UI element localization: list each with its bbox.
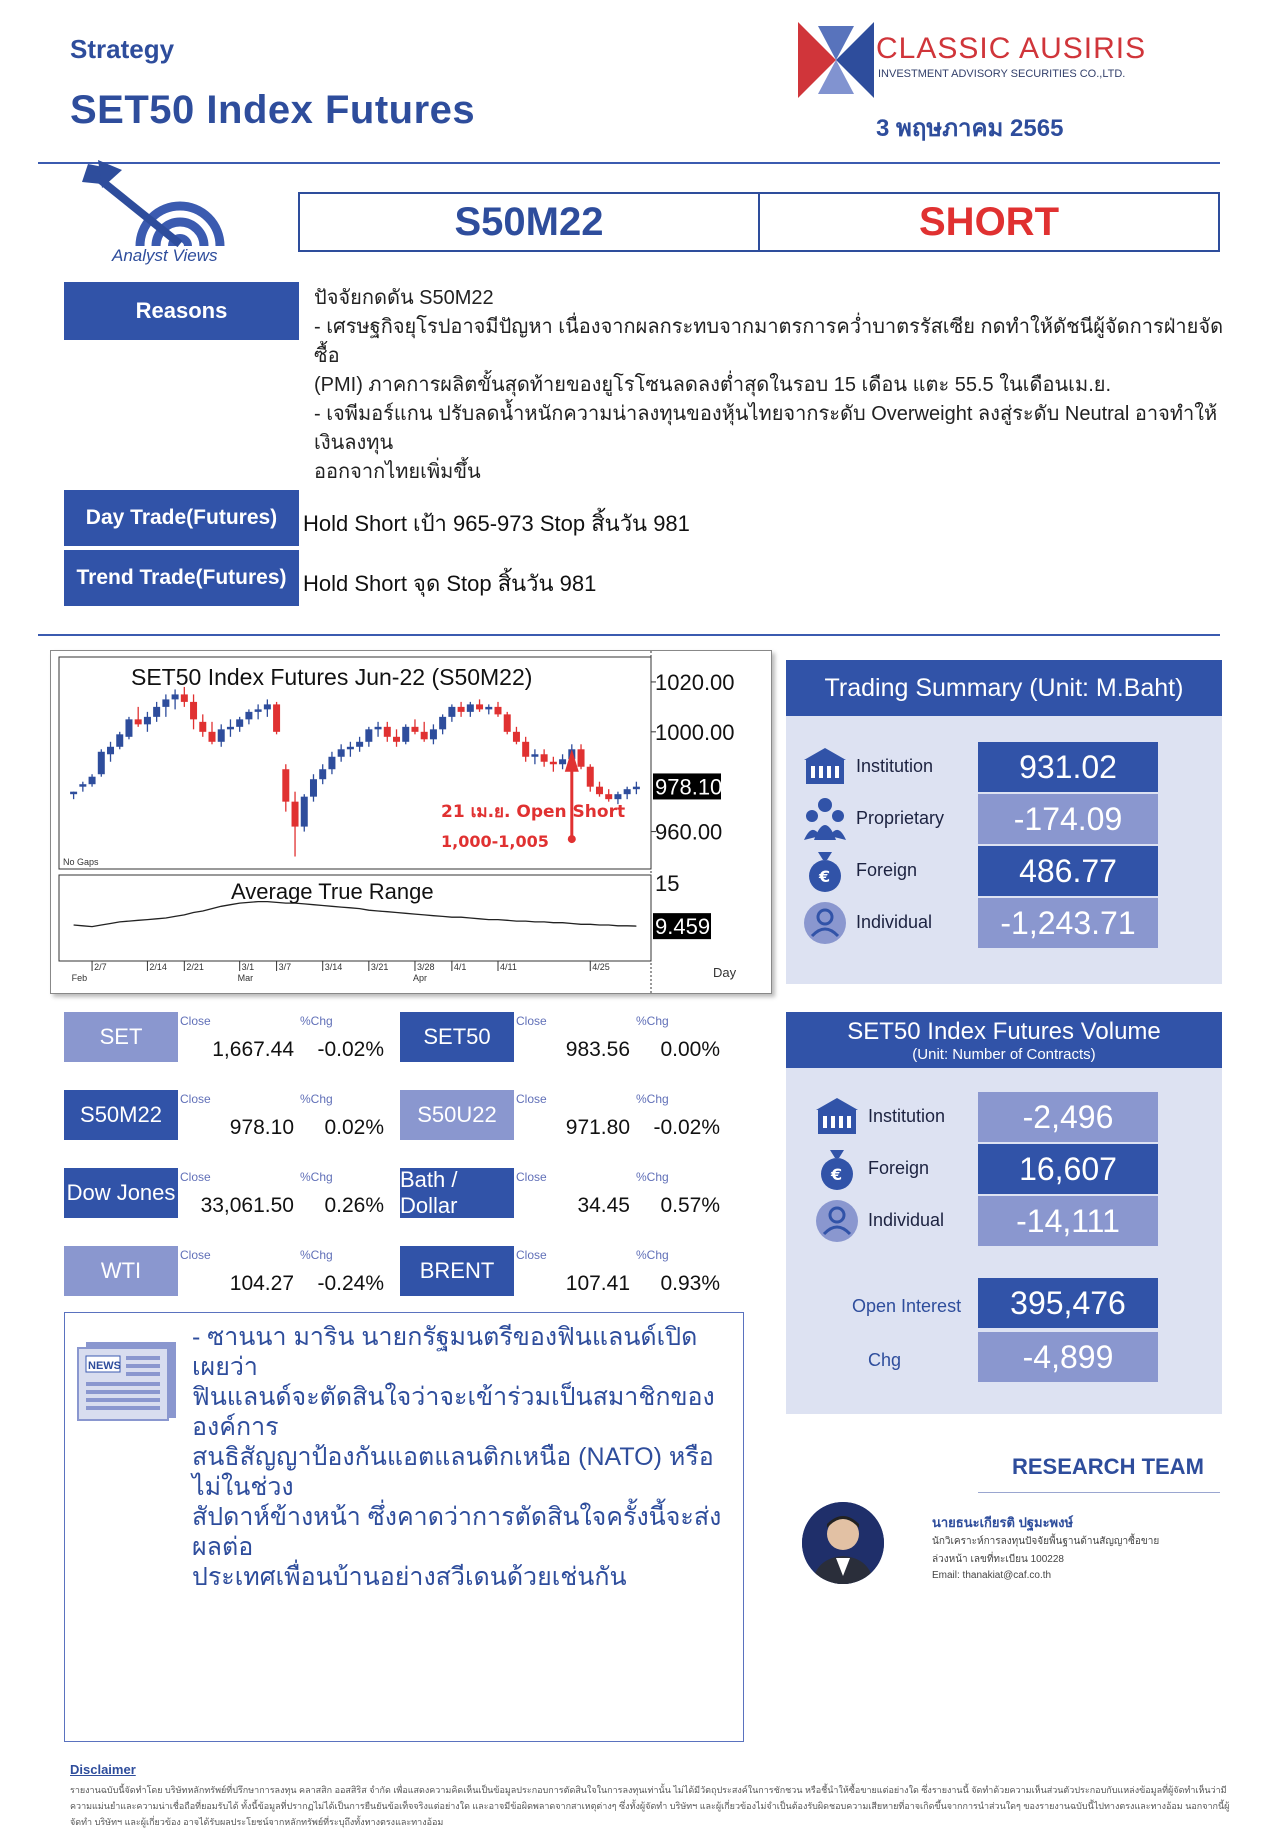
market-name: SET: [64, 1012, 178, 1062]
month-label: Apr: [412, 973, 427, 983]
candle-body: [245, 712, 252, 719]
candle-body: [172, 694, 179, 699]
annotation-open-short: 21 เม.ย. Open Short: [441, 802, 626, 822]
svg-text:€: €: [819, 867, 831, 886]
y-tick-label: 1020.00: [655, 669, 735, 695]
close-caption: Close: [516, 1092, 547, 1106]
candle-body: [199, 722, 206, 732]
candle-body: [596, 787, 603, 794]
analyst-name: นายธนะเกียรติ ปฐมะพงษ์: [932, 1515, 1074, 1530]
arrow-head-icon: [565, 749, 579, 771]
candle-body: [541, 754, 548, 761]
candle-body: [209, 732, 216, 742]
open-interest-label: Open Interest: [852, 1296, 962, 1316]
volume-row-value: 16,607: [978, 1144, 1158, 1194]
close-caption: Close: [516, 1170, 547, 1184]
market-chg-value: 0.26%: [324, 1194, 384, 1217]
candle-body: [347, 747, 354, 749]
x-tick-label: 2/7: [94, 962, 107, 972]
candle-body: [605, 794, 612, 799]
x-tick-label: 3/28: [416, 962, 435, 972]
candle-body: [79, 784, 86, 786]
y-tick-label: 960.00: [655, 819, 723, 845]
atr-title: Average True Range: [231, 879, 434, 904]
market-name: Dow Jones: [64, 1168, 178, 1218]
chg-caption: %Chg: [300, 1248, 333, 1262]
news-icon-label: NEWS: [88, 1360, 121, 1372]
summary-row-label: Individual: [856, 912, 933, 932]
candle-body: [633, 787, 640, 789]
summary-row-value: -1,243.71: [978, 898, 1158, 948]
candle-body: [227, 727, 234, 729]
summary-row-label: Proprietary: [856, 808, 945, 828]
building-icon: [802, 744, 848, 790]
reason-line: - เจพีมอร์แกน ปรับลดน้ำหนักความน่าลงทุนของหุ้นไทยจากระดับ Overweight ลงสู่ระดับ Neutral อาจทำให้เงินลงทุน: [314, 403, 1218, 454]
market-name: WTI: [64, 1246, 178, 1296]
candle-body: [495, 707, 502, 714]
candle-body: [301, 797, 308, 827]
x-tick-label: 3/14: [324, 962, 343, 972]
market-chg-value: 0.57%: [660, 1194, 720, 1217]
chg-caption: %Chg: [636, 1014, 669, 1028]
news-line: สนธิสัญญาป้องกันแอตแลนติกเหนือ (NATO) หรือไม่ในช่วง: [192, 1443, 714, 1501]
news-text: [192, 1322, 732, 1592]
summary-row-label: Institution: [856, 756, 934, 776]
candle-body: [485, 707, 492, 709]
month-label: Feb: [71, 973, 88, 983]
trend-trade-label: Trend Trade(Futures): [64, 550, 299, 606]
candle-body: [448, 707, 455, 717]
close-caption: Close: [180, 1014, 211, 1028]
candle-body: [310, 779, 317, 796]
candle-body: [531, 754, 538, 756]
market-chg-value: 0.02%: [324, 1116, 384, 1139]
symbol-label: S50M22: [300, 194, 760, 250]
chg-label: Chg: [868, 1350, 902, 1370]
candle-body: [393, 737, 400, 742]
news-line: สัปดาห์ข้างหน้า ซึ่งคาดว่าการตัดสินใจครั้งนี้จะส่งผลต่อ: [192, 1503, 722, 1561]
chg-caption: %Chg: [636, 1092, 669, 1106]
market-close-value: 971.80: [565, 1116, 630, 1139]
candle-body: [356, 742, 363, 747]
divider: [38, 634, 1220, 636]
analyst-avatar: [802, 1502, 884, 1584]
atr-line: [74, 902, 637, 927]
candle-body: [504, 714, 511, 731]
page-title: SET50 Index Futures: [70, 88, 476, 132]
candle-body: [98, 752, 105, 774]
person-icon: [814, 1198, 860, 1244]
market-chg-value: -0.24%: [317, 1272, 384, 1295]
candle-body: [328, 757, 335, 769]
volume-row-label: Institution: [868, 1106, 946, 1126]
candle-body: [375, 727, 382, 729]
candlestick-chart: [51, 651, 771, 993]
brand-logo-icon: [798, 22, 874, 98]
no-gaps-label: No Gaps: [63, 857, 99, 867]
candle-body: [319, 769, 326, 779]
person-photo-icon: [802, 1502, 884, 1584]
y-tick-label: 1000.00: [655, 719, 735, 745]
x-tick-label: 4/25: [592, 962, 610, 972]
market-name: Bath / Dollar: [400, 1168, 514, 1218]
atr-last-label: 9.459: [655, 914, 711, 940]
candle-body: [162, 699, 169, 706]
building-icon: [814, 1094, 860, 1140]
market-close-value: 978.10: [229, 1116, 294, 1139]
trading-summary-title: Trading Summary (Unit: M.Baht): [786, 660, 1222, 716]
analyst-license: ล่วงหน้า เลขที่ทะเบียน 100228: [932, 1554, 1064, 1565]
candle-body: [559, 759, 566, 764]
reason-line: ออกจากไทยเพิ่มขึ้น: [314, 461, 481, 483]
candle-body: [439, 717, 446, 729]
day-trade-label: Day Trade(Futures): [64, 490, 299, 546]
volume-row-value: -2,496: [978, 1092, 1158, 1142]
summary-row-value: -174.09: [978, 794, 1158, 844]
candle-body: [587, 767, 594, 787]
news-line: - ซานนา มาริน นายกรัฐมนตรีของฟินแลนด์เปิดเผยว่า: [192, 1323, 698, 1381]
chg-caption: %Chg: [300, 1170, 333, 1184]
news-line: ฟินแลนด์จะตัดสินใจว่าจะเข้าร่วมเป็นสมาชิกขององค์การ: [192, 1383, 715, 1441]
candle-body: [338, 749, 345, 756]
close-caption: Close: [180, 1248, 211, 1262]
reasons-text: [314, 284, 1244, 487]
candle-body: [402, 727, 409, 742]
market-chg-value: -0.02%: [317, 1038, 384, 1061]
position-box: [298, 192, 1220, 252]
reasons-label: Reasons: [64, 282, 299, 340]
volume-subtitle: (Unit: Number of Contracts): [912, 1045, 1096, 1063]
candle-body: [273, 704, 280, 731]
candle-body: [522, 742, 529, 757]
disclaimer-title: Disclaimer: [70, 1762, 136, 1777]
report-date: 3 พฤษภาคม 2565: [876, 115, 1064, 142]
candle-body: [116, 734, 123, 746]
money-bag-icon: [802, 848, 848, 894]
close-caption: Close: [516, 1248, 547, 1262]
candle-body: [255, 709, 262, 711]
x-tick-label: 3/1: [241, 962, 255, 972]
market-chg-value: -0.02%: [653, 1116, 720, 1139]
trend-trade-text: Hold Short จุด Stop สิ้นวัน 981: [303, 571, 597, 596]
candle-body: [70, 792, 77, 794]
candle-body: [421, 732, 428, 739]
market-name: BRENT: [400, 1246, 514, 1296]
volume-row-value: -14,111: [978, 1196, 1158, 1246]
candle-body: [144, 717, 151, 724]
chart-title: SET50 Index Futures Jun-22 (S50M22): [131, 664, 533, 690]
close-caption: Close: [516, 1014, 547, 1028]
candle-body: [264, 704, 271, 709]
news-icon: [76, 1338, 180, 1422]
market-close-value: 104.27: [229, 1272, 294, 1295]
chg-value: -4,899: [978, 1332, 1158, 1382]
x-tick-label: 4/1: [453, 962, 467, 972]
people-icon: [802, 796, 848, 842]
news-line: ประเทศเพื่อนบ้านอย่างสวีเดนด้วยเช่นกัน: [192, 1563, 627, 1591]
position-action: SHORT: [919, 199, 1059, 244]
month-label: Mar: [237, 973, 254, 983]
candle-body: [384, 727, 391, 737]
market-name: SET50: [400, 1012, 514, 1062]
analyst-email: Email: thanakiat@caf.co.th: [932, 1570, 1052, 1581]
candle-body: [282, 769, 289, 801]
volume-row-label: Foreign: [868, 1158, 930, 1178]
candle-body: [365, 729, 372, 741]
candle-body: [181, 694, 188, 701]
candle-body: [467, 704, 474, 711]
candle-body: [292, 802, 299, 827]
market-close-value: 107.41: [565, 1272, 630, 1295]
candle-body: [513, 732, 520, 742]
open-interest-value: 395,476: [978, 1278, 1158, 1328]
x-tick-label: 2/14: [149, 962, 167, 972]
candle-body: [624, 789, 631, 794]
reason-line: - เศรษฐกิจยุโรปอาจมีปัญหา เนื่องจากผลกระทบจากมาตรการคว่ำบาตรรัสเซีย กดทำให้ดัชนีผู้จัดการฝ่ายจัดซื้อ: [314, 316, 1224, 367]
research-team-title: RESEARCH TEAM: [1012, 1454, 1204, 1479]
candle-body: [135, 719, 142, 724]
candle-body: [458, 707, 465, 712]
candle-body: [578, 749, 585, 766]
chg-caption: %Chg: [300, 1014, 333, 1028]
day-trade-text: Hold Short เป้า 965-973 Stop สิ้นวัน 981: [303, 511, 690, 536]
volume-title: SET50 Index Futures Volume: [847, 1017, 1161, 1045]
reason-line: (PMI) ภาคการผลิตขั้นสุดท้ายของยูโรโซนลดลงต่ำสุดในรอบ 15 เดือน แตะ 55.5 ในเดือนเม.ย.: [314, 374, 1112, 396]
market-chg-value: 0.00%: [660, 1038, 720, 1061]
candle-body: [125, 719, 132, 736]
market-name: S50U22: [400, 1090, 514, 1140]
market-close-value: 34.45: [577, 1194, 630, 1217]
summary-row-value: 931.02: [978, 742, 1158, 792]
svg-text:€: €: [831, 1165, 843, 1184]
chg-caption: %Chg: [636, 1170, 669, 1184]
candle-body: [550, 762, 557, 764]
candle-body: [153, 707, 160, 717]
x-tick-label: 3/21: [370, 962, 389, 972]
market-close-value: 33,061.50: [200, 1194, 294, 1217]
candle-body: [236, 719, 243, 726]
close-caption: Close: [180, 1092, 211, 1106]
market-name: S50M22: [64, 1090, 178, 1140]
atr-tick-label: 15: [655, 870, 680, 896]
summary-row-value: 486.77: [978, 846, 1158, 896]
chg-caption: %Chg: [636, 1248, 669, 1262]
candle-body: [190, 702, 197, 719]
category-label: Strategy: [70, 34, 175, 64]
reason-line: ปัจจัยกดดัน S50M22: [314, 287, 494, 309]
market-close-value: 983.56: [565, 1038, 630, 1061]
close-caption: Close: [180, 1170, 211, 1184]
person-icon: [802, 900, 848, 946]
analyst-views-label: Analyst Views: [112, 246, 218, 265]
candle-body: [614, 794, 621, 799]
market-close-value: 1,667.44: [212, 1038, 294, 1061]
chg-caption: %Chg: [300, 1092, 333, 1106]
day-label: Day: [713, 965, 737, 980]
arrow-base: [568, 835, 576, 843]
summary-row-label: Foreign: [856, 860, 918, 880]
brand-subtitle: INVESTMENT ADVISORY SECURITIES CO.,LTD.: [878, 68, 1126, 80]
market-chg-value: 0.93%: [660, 1272, 720, 1295]
candle-body: [107, 747, 114, 754]
candle-body: [430, 729, 437, 739]
brand-name: CLASSIC AUSIRIS: [876, 32, 1147, 65]
candle-body: [411, 727, 418, 732]
volume-header: [786, 1012, 1222, 1068]
last-price-label: 978.10: [655, 774, 723, 800]
annotation-range: 1,000-1,005: [441, 832, 549, 851]
disclaimer-text: รายงานฉบับนี้จัดทำโดย บริษัทหลักทรัพย์ที่ปรึกษาการลงทุน คลาสสิก ออสสิริส จำกัด เพื่อแสดงความคิดเห็นเป็นข้อมูลประกอบการตัดสินใจในการลงทุนเท่านั้น ไม่ได้มีวัตถุประสงค์ในการชักชวน หรือชี้นำให้ซื้อขายแต่อย่างใด ซึ่งรายงานนี้ จัดทำด้วยความเห็นส่วนตัวประกอบกับแหล่งข้อมูลที่ผู้จัดทำเห็นว่ามีความแม่นยำและความน่าเชื่อถือที่ยอมรับได้ ทั้งนี้ข้อมูลที่ปรากฏไม่ได้เป็นการยืนยันข้อเท็จจริงแต่อย่างใด และอาจมีข้อผิดพลาดจากสาเหตุต่างๆ ซึ่งทั้งผู้จัดทำ บริษัทฯ และผู้เกี่ยวข้องไม่จำเป็นต้องรับผิดชอบความเสียหายที่อาจเกิดขึ้นจากการนำส่วนใดๆ ของรายงานฉบับนี้ไปทางตรงและทางอ้อม นอกจากนี้ผู้จัดทำ บริษัทฯ และผู้เกี่ยวข้อง อาจได้รับผลประโยชน์จากหลักทรัพย์ที่ระบุถึงทั้งทางตรงและทางอ้อม: [70, 1785, 1230, 1827]
x-tick-label: 4/11: [500, 962, 517, 972]
candle-body: [89, 777, 96, 784]
analyst-role: นักวิเคราะห์การลงทุนปัจจัยพื้นฐานด้านสัญญาซื้อขาย: [932, 1536, 1160, 1547]
x-tick-label: 2/21: [186, 962, 204, 972]
price-chart: [50, 650, 772, 994]
candle-body: [476, 704, 483, 709]
money-bag-icon: [814, 1146, 860, 1192]
candle-body: [218, 729, 225, 741]
x-tick-label: 3/7: [278, 962, 292, 972]
volume-row-label: Individual: [868, 1210, 945, 1230]
divider: [978, 1492, 1220, 1493]
